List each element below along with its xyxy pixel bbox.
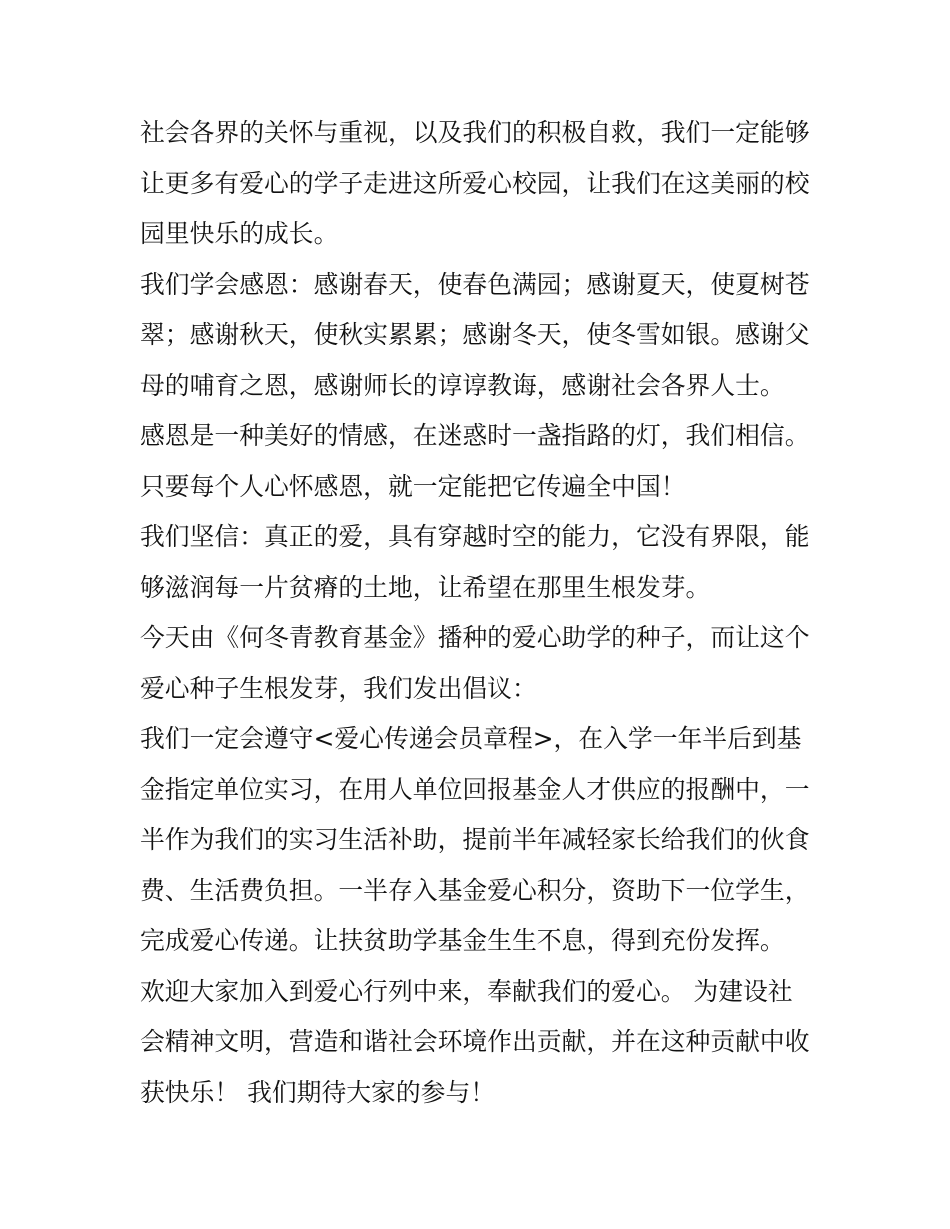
text-line: 爱心种子生根发芽，我们发出倡议： bbox=[140, 673, 537, 703]
text-line: 翠；感谢秋天，使秋实累累；感谢冬天，使冬雪如银。感谢父 bbox=[140, 320, 810, 349]
text-line: 我们一定会遵守<爱心传递会员章程>，在入学一年半后到基 bbox=[140, 724, 802, 753]
text-line: 母的哺育之恩，感谢师长的谆谆教诲，感谢社会各界人士。 bbox=[140, 370, 785, 400]
text-line: 获快乐！ 我们期待大家的参与！ bbox=[140, 1077, 496, 1107]
text-line: 欢迎大家加入到爱心行列中来，奉献我们的爱心。 为建设社 bbox=[140, 976, 793, 1006]
text-line: 够滋润每一片贫瘠的土地，让希望在那里生根发芽。 bbox=[140, 572, 711, 602]
text-line: 完成爱心传递。让扶贫助学基金生生不息，得到充份发挥。 bbox=[140, 926, 785, 955]
text-line: 我们坚信：真正的爱，具有穿越时空的能力，它没有界限，能 bbox=[140, 522, 810, 551]
text-line: 我们学会感恩：感谢春天，使春色满园；感谢夏天，使夏树苍 bbox=[140, 269, 810, 299]
text-line: 今天由《何冬青教育基金》播种的爱心助学的种子，而让这个 bbox=[140, 623, 810, 652]
text-line: 社会各界的关怀与重视，以及我们的积极自救，我们一定能够 bbox=[140, 118, 810, 147]
text-line: 园里快乐的成长。 bbox=[140, 219, 339, 248]
text-line: 半作为我们的实习生活补助，提前半年减轻家长给我们的伙食 bbox=[140, 825, 810, 854]
document-body bbox=[140, 108, 812, 1118]
text-line: 费、生活费负担。一半存入基金爱心积分，资助下一位学生， bbox=[140, 875, 810, 905]
text-line: 只要每个人心怀感恩，就一定能把它传遍全中国！ bbox=[140, 471, 686, 501]
text-line: 感恩是一种美好的情感，在迷惑时一盏指路的灯，我们相信。 bbox=[140, 421, 810, 450]
text-line: 会精神文明，营造和谐社会环境作出贡献，并在这种贡献中收 bbox=[140, 1027, 810, 1056]
text-line: 让更多有爱心的学子走进这所爱心校园，让我们在这美丽的校 bbox=[140, 168, 810, 198]
text-line: 金指定单位实习，在用人单位回报基金人才供应的报酬中，一 bbox=[140, 774, 810, 804]
